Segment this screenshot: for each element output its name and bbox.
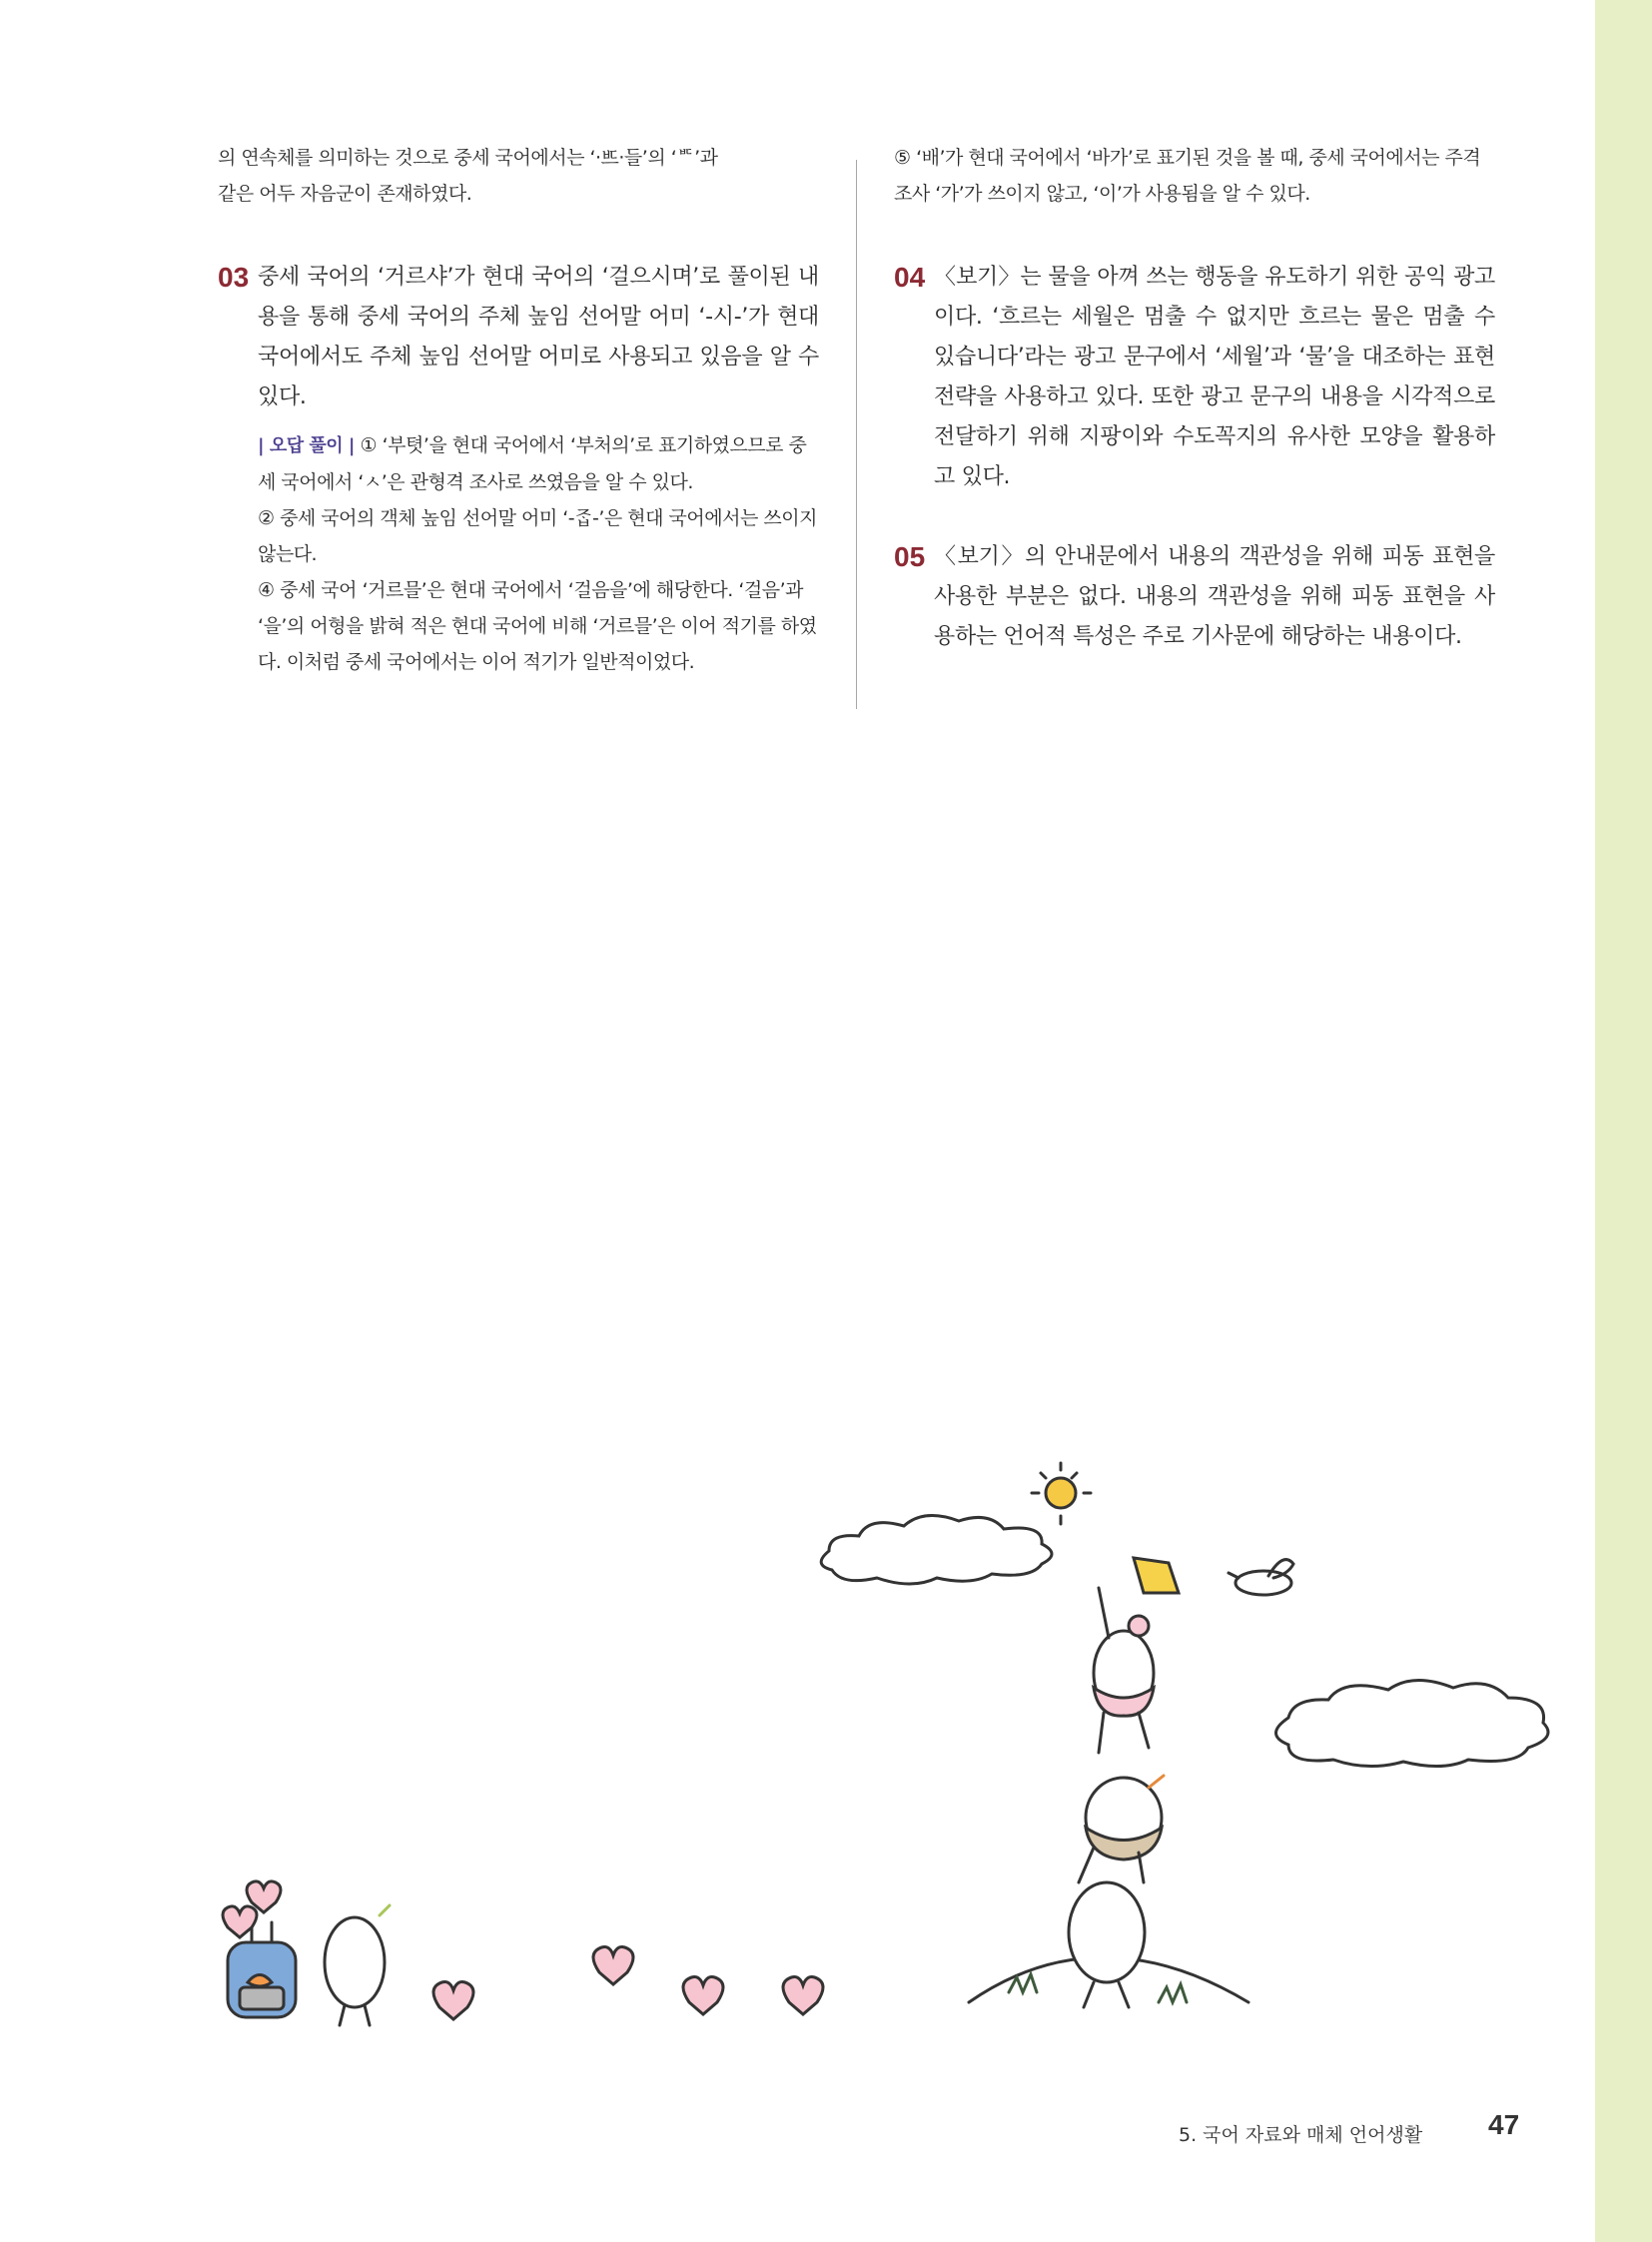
right-intro: ⑤ ‘배’가 현대 국어에서 ‘바가’로 표기된 것을 볼 때, 중세 국어에서는 주격 조사 ‘가’가 쓰이지 않고, ‘이’가 사용됨을 알 수 있다.	[894, 147, 1481, 205]
heart-icon	[783, 1977, 823, 2014]
wrong-answer-label: | 오답 풀이 |	[258, 435, 355, 456]
question-04-text: 〈보기〉는 물을 아껴 쓰는 행동을 유도하기 위한 공익 광고이다. ‘흐르는 세월은 멈출 수 없지만 흐르는 물은 멈출 수 있습니다’라는 광고 문구에서 ‘세월’과 ‘물’을 대조하는 표현 전략을 사용하고 있다. 또한 광고 문구의 내용을 시각적으로 전달하기 위해 지팡이와 수도꼭지의 유사한 모양을 활용하고 있다.	[934, 265, 1495, 489]
question-number-03: 03	[218, 262, 250, 293]
wrong-answer-2: ② 중세 국어의 객체 높임 선어말 어미 ‘-ᄌᆞᆸ-’은 현대 국어에서는 쓰이지 않는다.	[258, 507, 817, 565]
left-intro-line-2: 같은 어두 자음군이 존재하였다.	[218, 183, 472, 205]
bird-icon	[1229, 1560, 1293, 1595]
left-intro-line-1: 의 연속체를 의미하는 것으로 중세 국어에서는 ‘·ᄠᅳ·들’의 ‘ᄠ’과	[218, 147, 718, 169]
wrong-answer-4: ④ 중세 국어 ‘거르믈’은 현대 국어에서 ‘걸음을’에 해당한다. ‘걸음’과 ‘을’의 어형을 밝혀 적은 현대 국어에 비해 ‘거르믈’은 이어 적기를 하였다. 이처럼 중세 국어에서는 이어 적기가 일반적이었다.	[258, 579, 817, 673]
question-number-05: 05	[894, 541, 926, 572]
question-05-text: 〈보기〉의 안내문에서 내용의 객관성을 위해 피동 표현을 사용한 부분은 없다. 내용의 객관성을 위해 피동 표현을 사용하는 언어적 특성은 주로 기사문에 해당하는 내용이다.	[934, 544, 1495, 649]
character-top	[1094, 1558, 1179, 1753]
heart-icon	[433, 1982, 473, 2019]
question-03-text: 중세 국어의 ‘거르샤’가 현대 국어의 ‘걸으시며’로 풀이된 내용을 통해 중세 국어의 주체 높임 선어말 어미 ‘-시-’가 현대 국어에서도 주체 높임 선어말 어미로 사용되고 있음을 알 수 있다.	[258, 265, 819, 409]
heart-icon	[593, 1947, 633, 1984]
chapter-title: 5. 국어 자료와 매체 언어생활	[1179, 2124, 1423, 2146]
sun-icon	[1032, 1463, 1091, 1524]
question-number-04: 04	[894, 262, 926, 293]
character-sad	[325, 1905, 390, 2025]
character-middle	[1079, 1776, 1164, 1882]
character-bottom	[1069, 1882, 1145, 2007]
heart-icon	[683, 1977, 723, 2014]
plant-icon	[1159, 1984, 1187, 2002]
cloud-icon	[821, 1516, 1052, 1584]
page-number: 47	[1488, 2109, 1520, 2140]
wrong-answer-1: ① ‘부텻’을 현대 국어에서 ‘부처의’로 표기하였으므로 중세 국어에서 ‘ㅅ’은 관형격 조사로 쓰였음을 알 수 있다.	[258, 434, 807, 493]
cloud-icon	[1276, 1680, 1549, 1766]
